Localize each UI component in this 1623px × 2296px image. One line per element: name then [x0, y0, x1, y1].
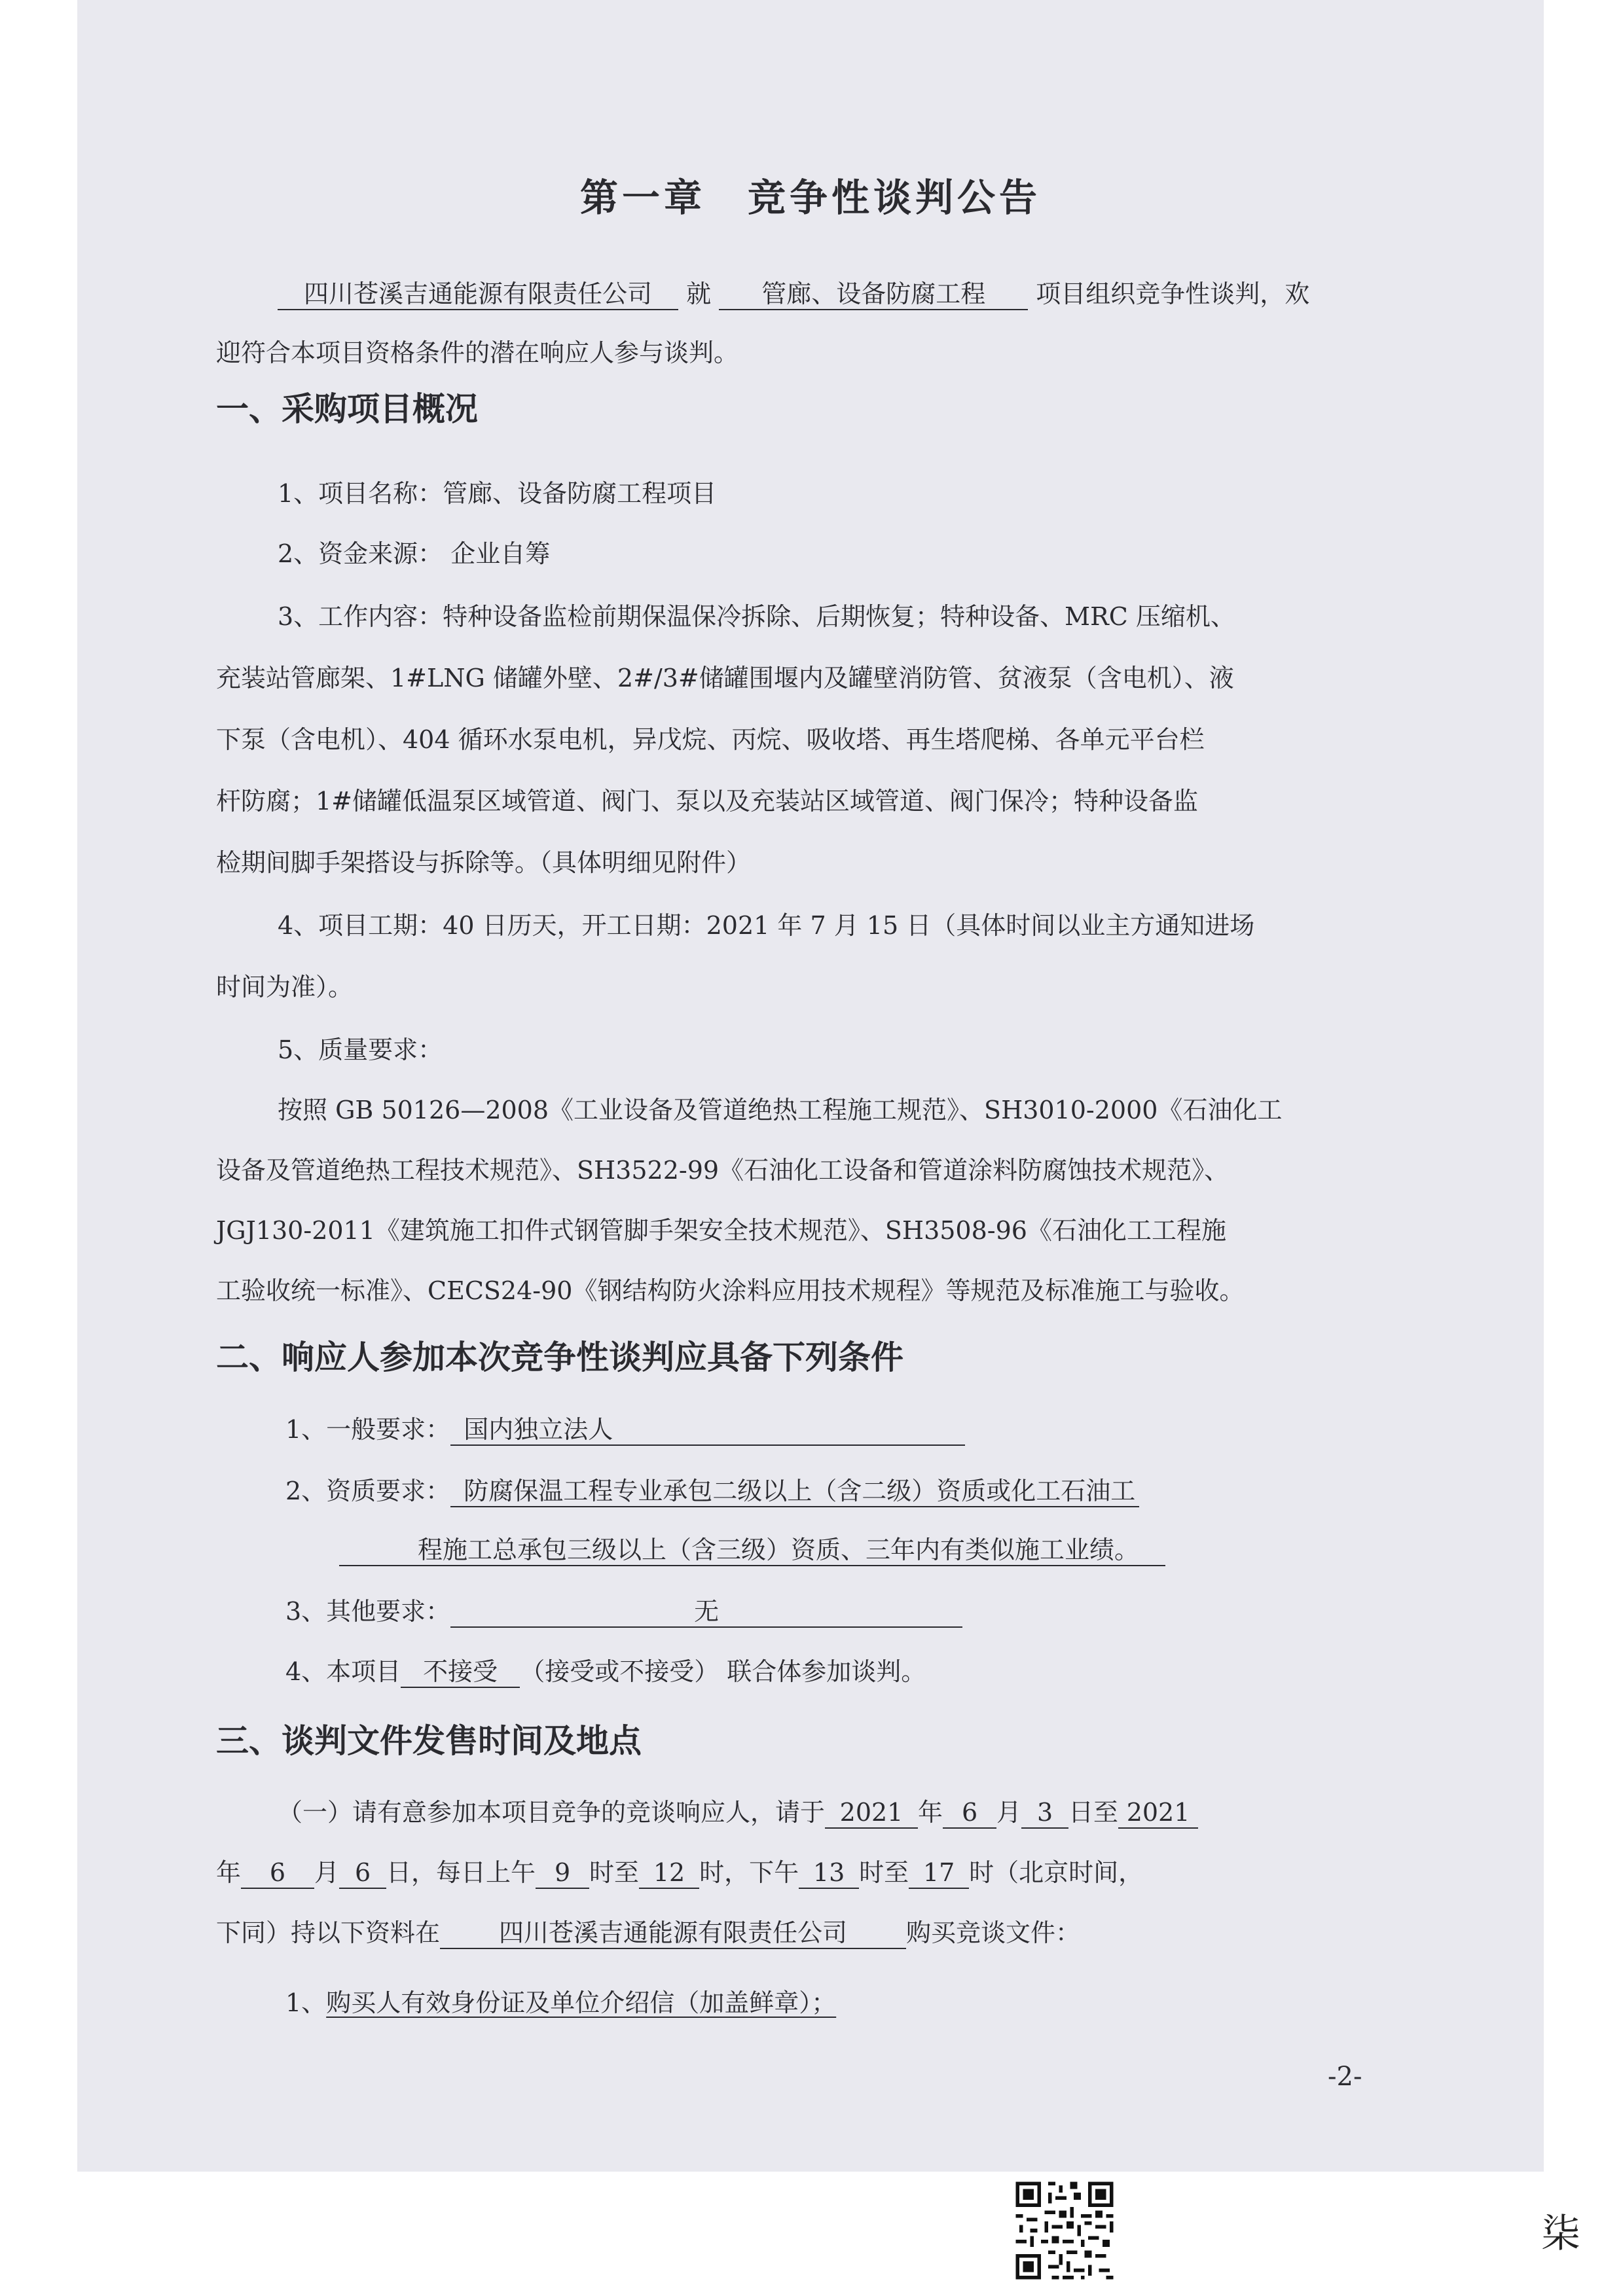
item-duration-line: 4、项目工期：40 日历天，开工日期：2021 年 7 月 15 日（具体时间以业主方通知进场 — [278, 911, 1255, 940]
project-name: 管廊、设备防腐工程 — [719, 279, 1028, 310]
item-work-content-line: 杆防腐；1#储罐低温泵区域管道、阀门、泵以及充装站区域管道、阀门保冷；特种设备监 — [216, 787, 1199, 816]
req-qualification-value-2: 程施工总承包三级以上（含三级）资质、三年内有类似施工业绩。 — [339, 1535, 1165, 1566]
quality-standards-line: 工验收统一标准》、CECS24-90《钢结构防火涂料应用技术规程》等规范及标准施工与验收。 — [216, 1276, 1245, 1305]
buyer-name: 四川苍溪吉通能源有限责任公司 — [278, 279, 678, 310]
qr-code-icon — [1012, 2178, 1117, 2283]
section-heading-3: 三、谈判文件发售时间及地点 — [216, 1721, 642, 1760]
section-heading-1: 一、采购项目概况 — [216, 389, 478, 428]
item-quality: 5、质量要求： — [278, 1035, 443, 1064]
req-other: 3、其他要求： 无 — [285, 1596, 962, 1628]
document-page — [77, 0, 1544, 2172]
corner-mark: 柒 — [1541, 2211, 1580, 2257]
item-work-content-line: 检期间脚手架搭设与拆除等。（具体明细见附件） — [216, 848, 752, 877]
item-work-content-line: 充装站管廊架、1#LNG 储罐外壁、2#/3#储罐围堰内及罐壁消防管、贫液泵（含电机）、液 — [216, 664, 1234, 692]
item-work-content-line: 下泵（含电机）、404 循环水泵电机，异戊烷、丙烷、吸收塔、再生塔爬梯、各单元平台栏 — [216, 725, 1205, 754]
item-fund-source: 2、资金来源： 企业自筹 — [278, 539, 551, 568]
item-duration-line: 时间为准）。 — [216, 973, 354, 1001]
req-general: 1、一般要求： 国内独立法人 — [285, 1414, 965, 1446]
req-other-value: 无 — [450, 1596, 962, 1628]
chapter-title: 第一章 竞争性谈判公告 — [579, 175, 1041, 220]
sale-requirement-1: 1、购买人有效身份证及单位介绍信（加盖鲜章）； — [285, 1988, 837, 2017]
quality-standards-line: JGJ130-2011《建筑施工扣件式钢管脚手架安全技术规范》、SH3508-96《石油化工工程施 — [216, 1216, 1226, 1245]
item-work-content-line: 3、工作内容：特种设备监检前期保温保冷拆除、后期恢复；特种设备、MRC 压缩机、 — [278, 602, 1235, 631]
intro-line-1: 四川苍溪吉通能源有限责任公司 就 管廊、设备防腐工程 项目组织竞争性谈判，欢 — [278, 278, 1309, 310]
quality-standards-line: 设备及管道绝热工程技术规范》、SH3522-99《石油化工设备和管道涂料防腐蚀技术规范》、 — [216, 1156, 1230, 1185]
consortium-value: 不接受 — [401, 1657, 520, 1688]
intro-line-2: 迎符合本项目资格条件的潜在响应人参与谈判。 — [216, 338, 739, 367]
sale-period-line-2: 年 6 月 6 日，每日上午 9 时至 12 时，下午 13 时至 17 时（北京时间， — [216, 1857, 1143, 1889]
sale-period-line-3: 下同）持以下资料在 四川苍溪吉通能源有限责任公司 购买竞谈文件： — [216, 1917, 1080, 1949]
quality-standards-line: 按照 GB 50126—2008《工业设备及管道绝热工程施工规范》、SH3010-2000《石油化工 — [278, 1096, 1283, 1124]
item-project-name: 1、项目名称：管廊、设备防腐工程项目 — [278, 479, 717, 508]
req-consortium: 4、本项目 不接受 （接受或不接受） 联合体参加谈判。 — [285, 1656, 926, 1688]
req-qualification-value: 防腐保温工程专业承包二级以上（含二级）资质或化工石油工 — [450, 1476, 1139, 1507]
req-qualification-cont — [339, 1534, 1165, 1566]
section-heading-2: 二、响应人参加本次竞争性谈判应具备下列条件 — [216, 1338, 903, 1376]
req-general-value: 国内独立法人 — [450, 1414, 965, 1446]
sale-period-line-1: （一）请有意参加本项目竞争的竞谈响应人，请于 2021 年 6 月 3 日至 2021 — [278, 1797, 1198, 1829]
page-number: -2- — [1328, 2062, 1362, 2092]
sale-place: 四川苍溪吉通能源有限责任公司 — [440, 1918, 906, 1949]
req-qualification: 2、资质要求： 防腐保温工程专业承包二级以上（含二级）资质或化工石油工 — [285, 1475, 1139, 1507]
